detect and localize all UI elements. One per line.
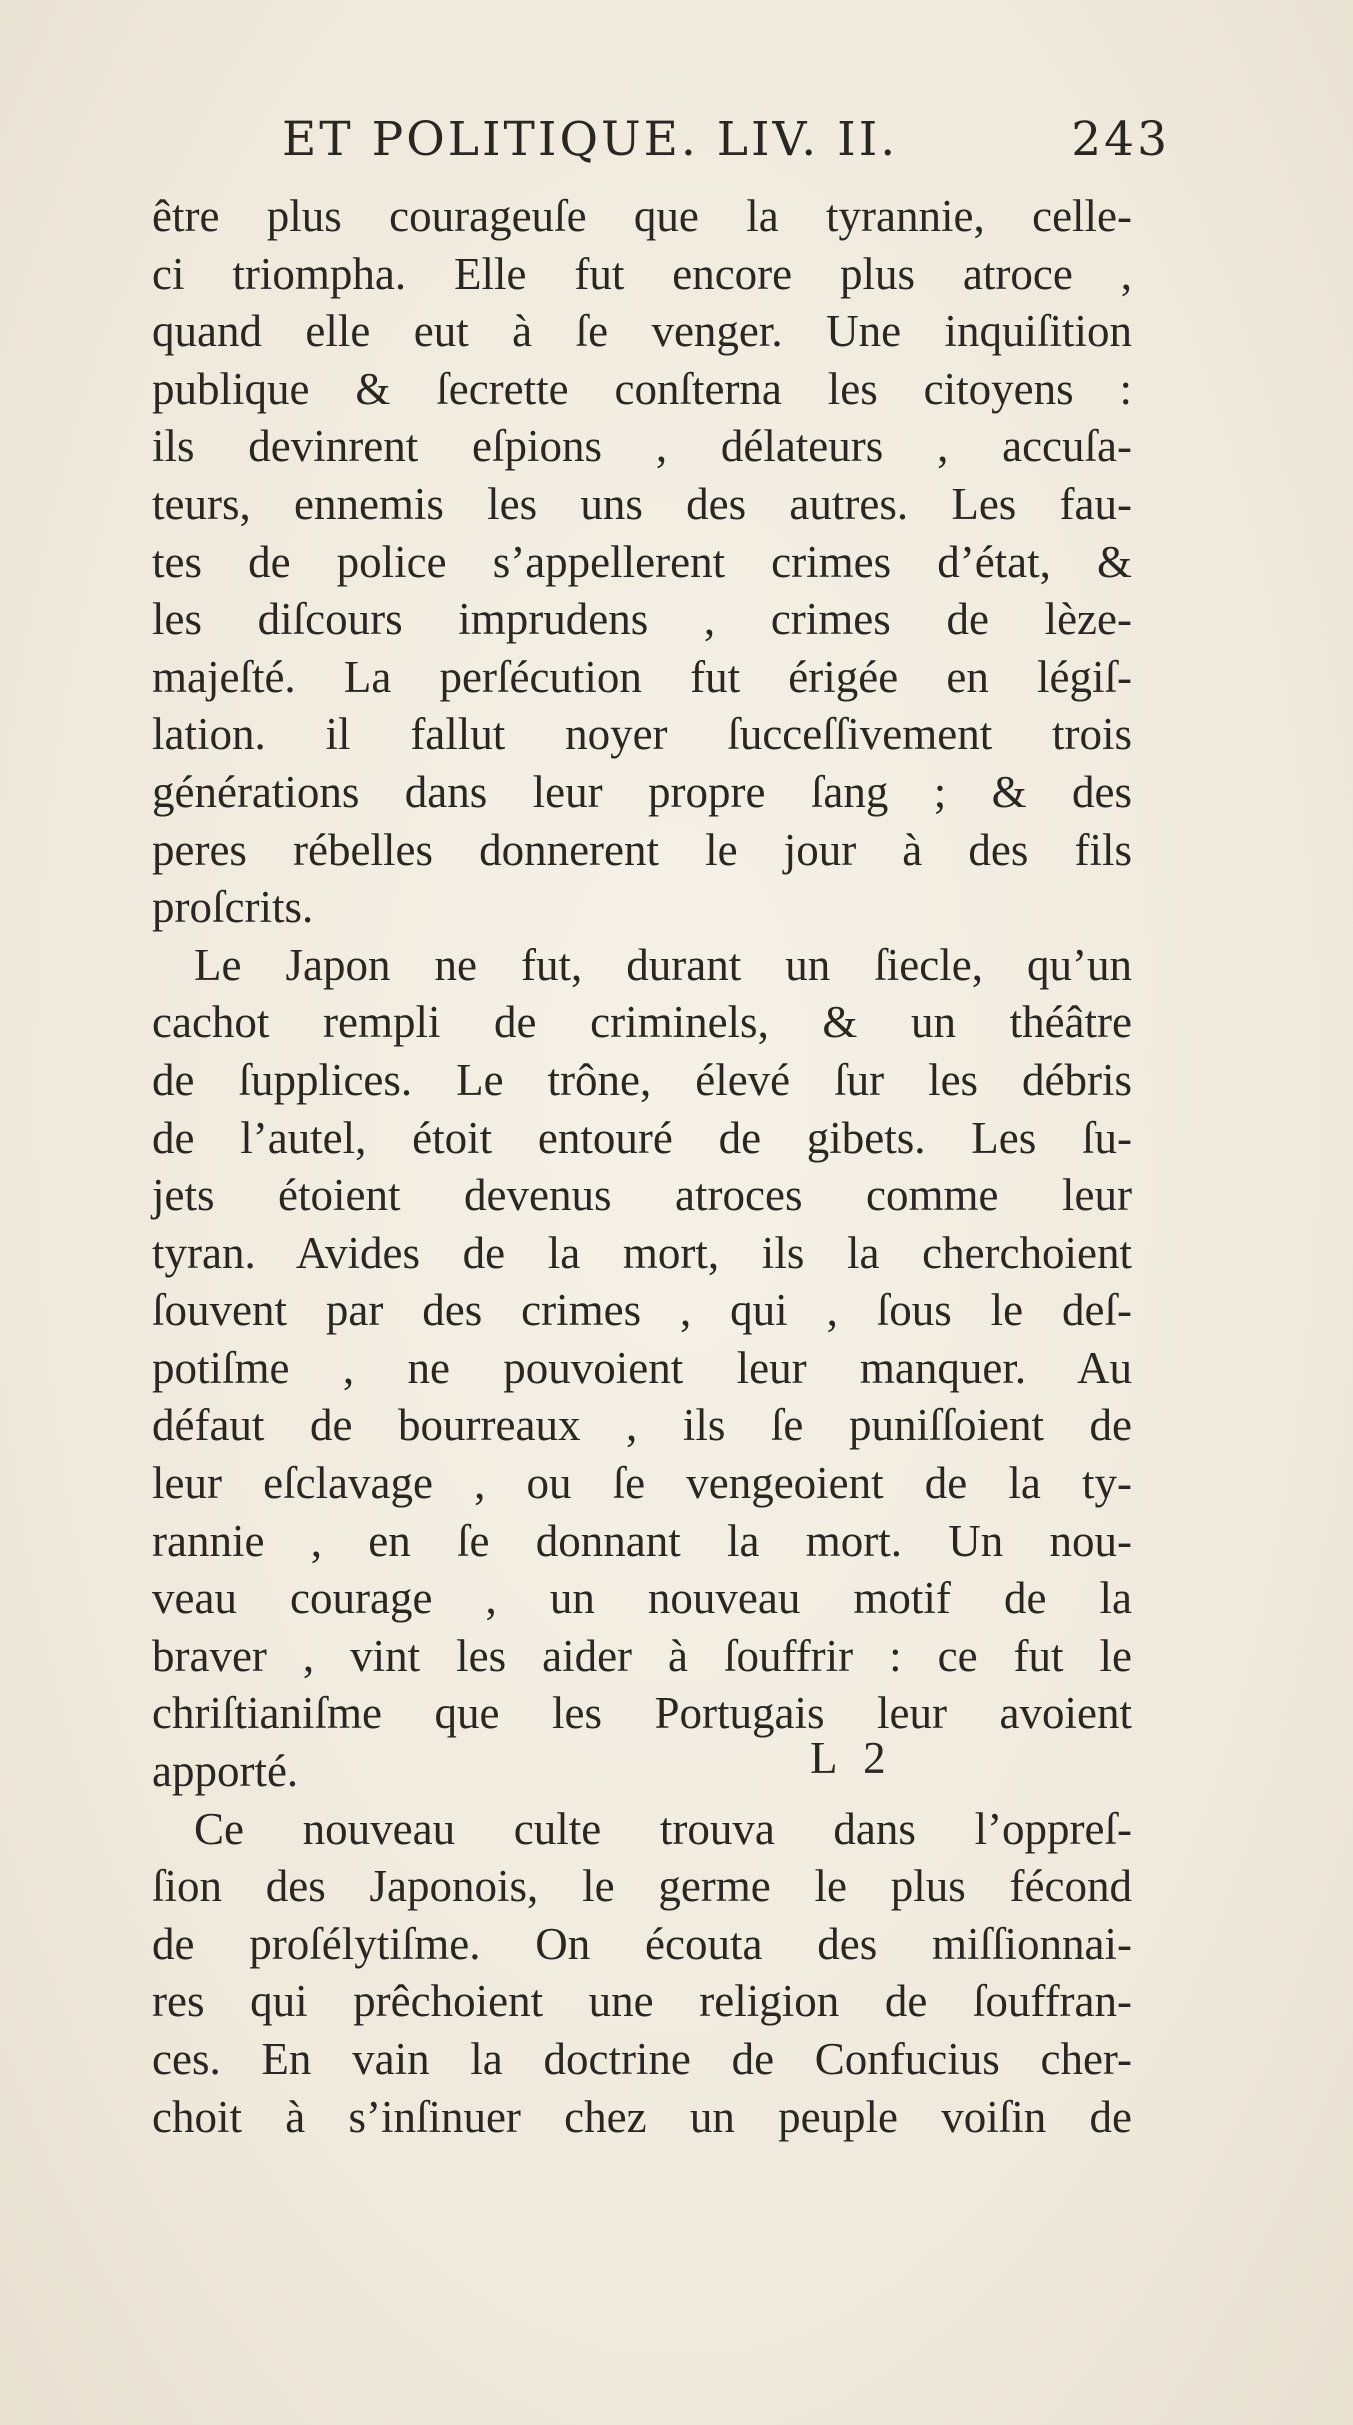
paragraph-end-line: proſcrits. — [152, 882, 314, 933]
text-line: veau courage , un nouveau motif de la — [152, 1573, 1132, 1624]
running-head — [282, 112, 1170, 172]
text-line: tes de police s’appellerent crimes d’état, & — [152, 536, 1132, 587]
text-line: cachot rempli de criminels, & un théâtre — [152, 997, 1132, 1048]
paragraph-start-line: Ce nouveau culte trouva dans l’oppreſ- — [194, 1803, 1132, 1854]
text-line: de l’autel, étoit entouré de gibets. Les ſu- — [152, 1112, 1132, 1163]
body-text — [152, 188, 1132, 2146]
text-line: chriſtianiſme que les Portugais leur avoient — [152, 1688, 1132, 1739]
text-line: générations dans leur propre ſang ; & des — [152, 766, 1132, 817]
text-line: potiſme , ne pouvoient leur manquer. Au — [152, 1342, 1132, 1393]
text-line: ces. En vain la doctrine de Confucius cher- — [152, 2034, 1132, 2084]
text-line: teurs, ennemis les uns des autres. Les fau- — [152, 478, 1132, 529]
signature-mark: L 2 — [810, 1733, 894, 1783]
text-line: choit à s’inſinuer chez un peuple voiſin de — [152, 2091, 1132, 2142]
text-line: lation. il fallut noyer ſucceſſivement trois — [152, 709, 1132, 760]
text-line: de proſélytiſme. On écouta des miſſionnai- — [152, 1918, 1132, 1969]
text-line: tyran. Avides de la mort, ils la cherchoient — [152, 1227, 1132, 1278]
paragraph-start-line: Le Japon ne fut, durant un ſiecle, qu’un — [194, 939, 1132, 990]
text-line: jets étoient devenus atroces comme leur — [152, 1170, 1132, 1221]
text-line: ſouvent par des crimes , qui , ſous le deſ- — [152, 1285, 1132, 1336]
running-head-title: ET POLITIQUE. LIV. II. — [282, 112, 899, 167]
text-line: peres rébelles donnerent le jour à des fils — [152, 824, 1132, 875]
text-line: ſion des Japonois, le germe le plus fécond — [152, 1861, 1132, 1912]
text-line: quand elle eut à ſe venger. Une inquiſition — [152, 306, 1132, 357]
text-line: de ſupplices. Le trône, élevé ſur les débris — [152, 1054, 1132, 1105]
text-line: les diſcours imprudens , crimes de lèze- — [152, 594, 1132, 645]
page-number: 243 — [1071, 112, 1170, 167]
paragraph-end-line: apporté. — [152, 1746, 299, 1797]
text-line: publique & ſecrette conſterna les citoyens : — [152, 363, 1132, 414]
text-line: être plus courageuſe que la tyrannie, celle- — [152, 191, 1132, 241]
text-line: braver , vint les aider à ſouffrir : ce fut le — [152, 1630, 1132, 1681]
text-line: ci triompha. Elle fut encore plus atroce , — [152, 248, 1132, 299]
text-line: res qui prêchoient une religion de ſouffran- — [152, 1976, 1132, 2027]
text-line: ils devinrent eſpions , délateurs , accuſa- — [152, 421, 1132, 472]
text-line: majeſté. La perſécution fut érigée en légiſ- — [152, 651, 1132, 702]
text-line: rannie , en ſe donnant la mort. Un nou- — [152, 1515, 1132, 1566]
text-line: défaut de bourreaux , ils ſe puniſſoient de — [152, 1400, 1132, 1451]
text-line: leur eſclavage , ou ſe vengeoient de la ty- — [152, 1458, 1132, 1509]
